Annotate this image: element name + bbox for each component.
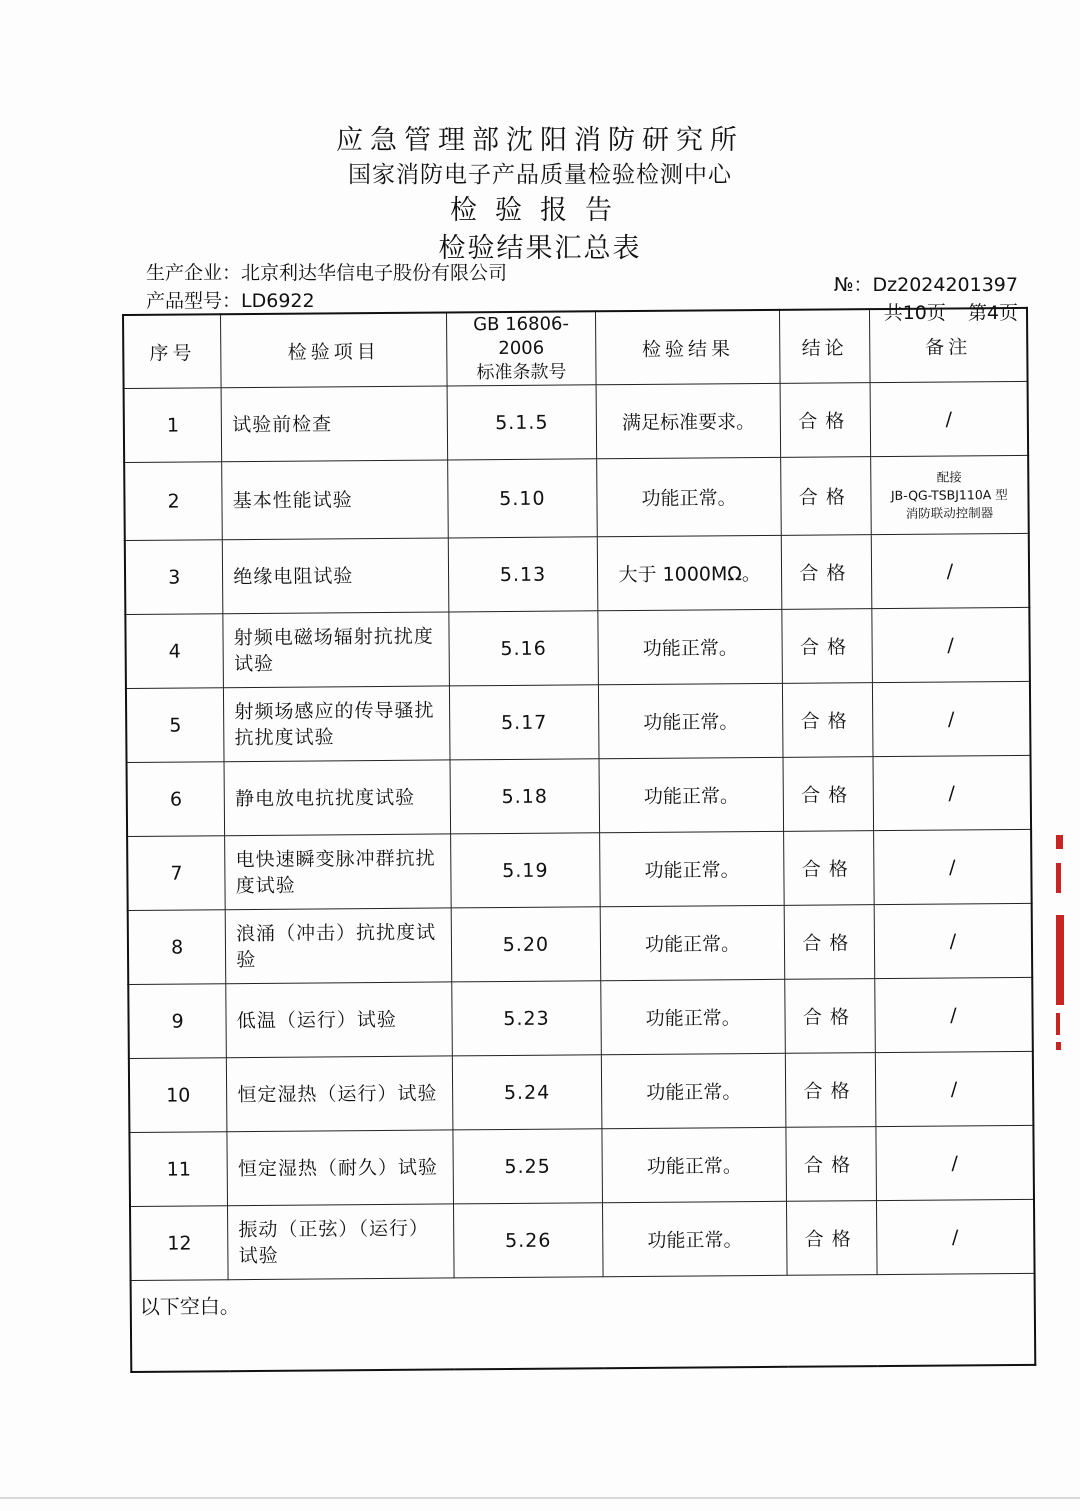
cell-verdict: 合格	[786, 1127, 876, 1202]
cell-seq: 11	[129, 1132, 227, 1207]
cell-result: 功能正常。	[599, 757, 783, 832]
cell-clause: 5.13	[448, 537, 598, 612]
header-standard-line2: 标准条款号	[476, 361, 567, 384]
cell-clause: 5.1.5	[447, 385, 597, 460]
cell-remark: /	[876, 1199, 1034, 1274]
cell-remark: /	[874, 903, 1032, 978]
cell-item: 基本性能试验	[222, 460, 448, 540]
cell-remark: /	[873, 755, 1031, 830]
cell-seq: 10	[129, 1058, 227, 1133]
cell-item: 试验前检查	[221, 386, 447, 462]
cell-verdict: 合格	[785, 979, 875, 1054]
header-seq: 序号	[123, 314, 221, 388]
header-item: 检验项目	[221, 312, 447, 387]
model-line	[146, 286, 315, 313]
table-row	[129, 1125, 1034, 1206]
header-remark: 备注	[869, 308, 1027, 383]
cell-seq: 8	[128, 910, 226, 985]
remark-line: 配接	[936, 468, 962, 485]
cell-result: 功能正常。	[603, 1201, 787, 1276]
cell-clause: 5.19	[450, 833, 600, 908]
org-name: 应急管理部沈阳消防研究所	[336, 125, 744, 156]
cell-result: 功能正常。	[598, 609, 782, 684]
cell-remark: /	[872, 681, 1030, 756]
cell-remark: /	[875, 977, 1033, 1052]
cell-item: 低温（运行）试验	[226, 982, 452, 1058]
table-row	[124, 455, 1029, 540]
cell-clause: 5.16	[448, 611, 598, 686]
cell-item: 振动（正弦）（运行）试验	[228, 1204, 454, 1280]
cell-remark: /	[876, 1125, 1034, 1200]
cell-result: 功能正常。	[600, 905, 784, 980]
cell-item: 电快速瞬变脉冲群抗扰度试验	[225, 834, 451, 910]
company-line	[146, 258, 507, 285]
cell-seq: 6	[127, 762, 225, 837]
table-row	[125, 607, 1030, 688]
header-result: 检验结果	[596, 310, 780, 385]
report-number-label: №：	[833, 274, 873, 296]
remark-line: 消防联动控制器	[905, 504, 994, 521]
report-number-value: Dz2024201397	[872, 274, 1018, 296]
table-row	[127, 829, 1032, 910]
cell-seq: 4	[125, 614, 223, 689]
cell-result: 功能正常。	[600, 831, 784, 906]
cell-result: 功能正常。	[602, 1053, 786, 1128]
cell-result: 功能正常。	[599, 683, 783, 758]
cell-clause: 5.20	[451, 907, 601, 982]
cell-item: 恒定湿热（运行）试验	[227, 1056, 453, 1132]
table-footer-row	[131, 1273, 1036, 1372]
model-value: LD6922	[241, 290, 315, 312]
cell-item: 浪涌（冲击）抗扰度试验	[225, 908, 451, 984]
cell-seq: 3	[125, 540, 223, 615]
cell-result: 满足标准要求。	[596, 383, 780, 458]
center-name: 国家消防电子产品质量检验检测中心	[348, 162, 732, 188]
cell-remark: /	[873, 829, 1031, 904]
cell-remark: /	[872, 607, 1030, 682]
blank-note: 以下空白。	[131, 1273, 1036, 1372]
cell-clause: 5.17	[449, 685, 599, 760]
header-verdict: 结论	[780, 309, 870, 383]
cell-verdict: 合格	[780, 383, 870, 458]
scan-edge-line	[0, 1497, 1080, 1499]
table-row	[124, 381, 1029, 462]
cell-verdict: 合格	[787, 1201, 877, 1276]
cell-seq: 9	[128, 984, 226, 1059]
total-pages: 共10页	[883, 302, 946, 324]
table-row	[125, 533, 1030, 614]
cell-verdict: 合格	[782, 609, 872, 684]
summary-title: 检验结果汇总表	[438, 233, 642, 264]
cell-result: 功能正常。	[597, 457, 781, 536]
cell-remark	[870, 455, 1028, 534]
cell-item: 恒定湿热（耐久）试验	[227, 1130, 453, 1206]
cell-verdict: 合格	[783, 757, 873, 832]
cell-clause: 5.10	[447, 459, 597, 538]
table-row	[128, 977, 1033, 1058]
cell-item: 射频场感应的传导骚扰抗扰度试验	[224, 686, 450, 762]
table-row	[127, 755, 1032, 836]
remark-line: JB-QG-TSBJ110A 型	[890, 486, 1008, 503]
cell-seq: 1	[124, 388, 222, 463]
table-row	[130, 1199, 1035, 1280]
table-header-row	[123, 308, 1028, 389]
cell-verdict: 合格	[781, 535, 871, 610]
cell-seq: 12	[130, 1206, 228, 1281]
table-row	[129, 1051, 1034, 1132]
report-number-line	[834, 270, 1018, 297]
cell-clause: 5.26	[453, 1203, 603, 1278]
cell-item: 绝缘电阻试验	[223, 538, 449, 614]
cell-verdict: 合格	[784, 905, 874, 980]
cell-verdict: 合格	[782, 683, 872, 758]
cell-result: 功能正常。	[602, 1127, 786, 1202]
cell-seq: 7	[127, 836, 225, 911]
table-row	[128, 903, 1033, 984]
company-value: 北京利达华信电子股份有限公司	[241, 262, 508, 284]
cell-verdict: 合格	[785, 1053, 875, 1128]
cell-seq: 5	[126, 688, 224, 763]
cell-clause: 5.23	[451, 981, 601, 1056]
cell-item: 射频电磁场辐射抗扰度试验	[223, 612, 449, 688]
cell-result: 大于 1000MΩ。	[598, 535, 782, 610]
table-row	[126, 681, 1031, 762]
cell-seq: 2	[124, 462, 222, 541]
cell-remark: /	[871, 533, 1029, 608]
header-standard	[446, 311, 596, 386]
model-label: 产品型号：	[146, 290, 242, 312]
cell-item: 静电放电抗扰度试验	[224, 760, 450, 836]
current-page: 第4页	[967, 302, 1018, 324]
cell-verdict: 合格	[784, 831, 874, 906]
seal-edge-mark	[1056, 835, 1066, 1050]
cell-remark: /	[870, 381, 1028, 456]
cell-clause: 5.25	[453, 1129, 603, 1204]
results-table	[122, 307, 1036, 1373]
report-title: 检验报告	[450, 195, 630, 226]
cell-clause: 5.18	[450, 759, 600, 834]
cell-clause: 5.24	[452, 1055, 602, 1130]
cell-verdict: 合格	[781, 457, 871, 536]
cell-remark: /	[875, 1051, 1033, 1126]
header-standard-line1: GB 16806-2006	[473, 313, 570, 360]
company-label: 生产企业：	[146, 262, 242, 284]
cell-result: 功能正常。	[601, 979, 785, 1054]
